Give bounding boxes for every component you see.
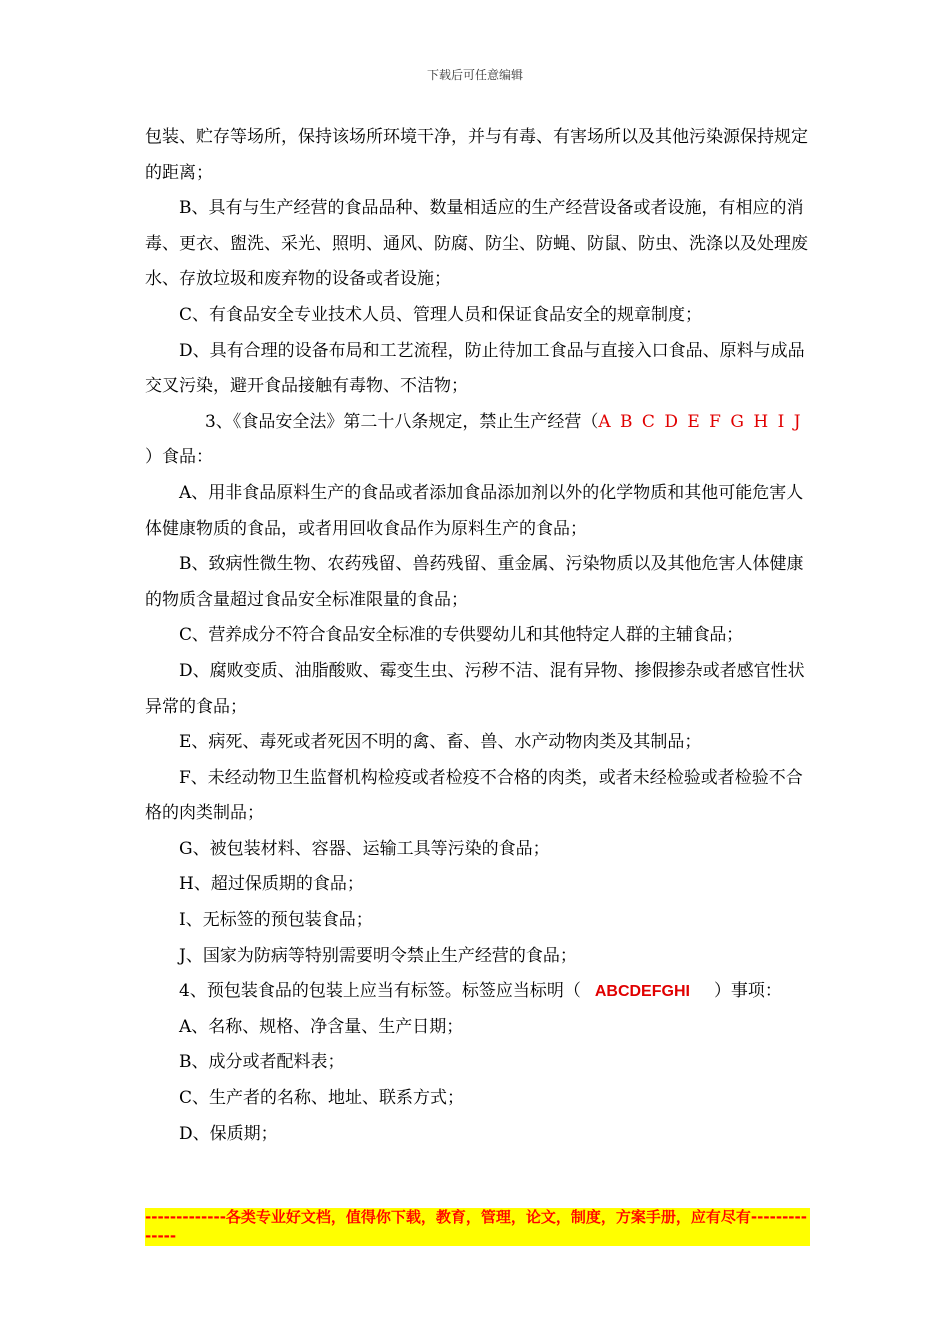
- paragraph: D、腐败变质、油脂酸败、霉变生虫、污秽不洁、混有异物、掺假掺杂或者感官性状异常的食品；: [145, 660, 805, 717]
- question-4: [145, 974, 810, 1010]
- paragraph: A、名称、规格、净含量、生产日期；: [179, 1016, 464, 1037]
- paragraph: B、成分或者配料表；: [179, 1052, 345, 1073]
- question-4-answer: ABCDEFGHI: [594, 983, 690, 1001]
- paragraph: E、病死、毒死或者死因不明的禽、畜、兽、水产动物肉类及其制品；: [179, 732, 702, 753]
- question-3-answer: A B C D E F G H I J: [598, 411, 803, 432]
- page-header: 下载后可任意编辑: [426, 68, 523, 82]
- paragraph: C、有食品安全专业技术人员、管理人员和保证食品安全的规章制度；: [179, 304, 703, 325]
- paragraph: F、未经动物卫生监督机构检疫或者检疫不合格的肉类，或者未经检验或者检验不合格的肉类制品；: [145, 767, 803, 824]
- paragraph: B、具有与生产经营的食品品种、数量相适应的生产经营设备或者设施，有相应的消毒、更衣、盥洗、采光、照明、通风、防腐、防尘、防蝇、防鼠、防虫、洗涤以及处理废水、存放垃圾和废弃物的设备或者设施；: [145, 198, 808, 290]
- document-body: [145, 120, 810, 1152]
- paragraph: I、无标签的预包装食品；: [179, 910, 373, 931]
- question-3-suffix: ）食品：: [145, 447, 213, 468]
- paragraph: D、具有合理的设备布局和工艺流程，防止待加工食品与直接入口食品、原料与成品交叉污染，避开食品接触有毒物、不洁物；: [145, 340, 805, 397]
- paragraph: C、生产者的名称、地址、联系方式；: [179, 1088, 465, 1109]
- paragraph: A、用非食品原料生产的食品或者添加食品添加剂以外的化学物质和其他可能危害人体健康物质的食品，或者用回收食品作为原料生产的食品；: [145, 482, 804, 539]
- paragraph: J、国家为防病等特别需要明令禁止生产经营的食品；: [179, 945, 577, 966]
- footer-banner: -------------各类专业好文档，值得你下载，教育，管理，论文，制度，方案手册，应有尽有--------------: [145, 1208, 810, 1246]
- paragraph: C、营养成分不符合食品安全标准的专供婴幼儿和其他特定人群的主辅食品；: [179, 625, 743, 646]
- paragraph: D、保质期；: [179, 1123, 278, 1144]
- question-3: [145, 405, 810, 476]
- question-3-text: 3、《食品安全法》第二十八条规定，禁止生产经营（: [205, 411, 599, 432]
- question-4-suffix: ）事项：: [713, 981, 782, 1002]
- paragraph: 包装、贮存等场所，保持该场所环境干净，并与有毒、有害场所以及其他污染源保持规定的距离；: [145, 127, 808, 183]
- question-4-text: 4、预包装食品的包装上应当有标签。标签应当标明（: [179, 981, 581, 1002]
- paragraph: H、超过保质期的食品；: [179, 874, 364, 895]
- paragraph: B、致病性微生物、农药残留、兽药残留、重金属、污染物质以及其他危害人体健康的物质含量超过食品安全标准限量的食品；: [145, 554, 804, 610]
- paragraph: G、被包装材料、容器、运输工具等污染的食品；: [179, 838, 550, 859]
